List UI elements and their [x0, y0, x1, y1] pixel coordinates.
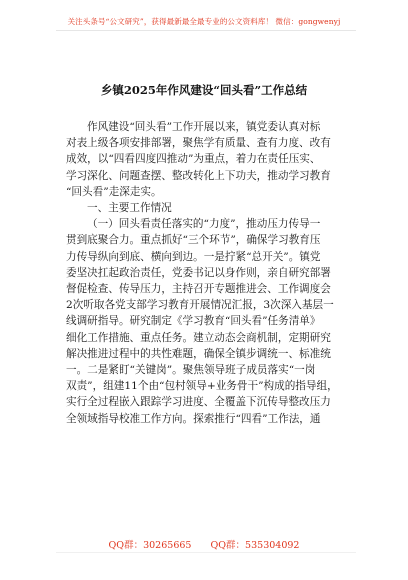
body-line: 贯到底聚合力。重点抓好“三个环节”，确保学习教育压 [66, 234, 321, 247]
body-line: 一、主要工作情况 [87, 202, 172, 215]
body-line: 委坚决扛起政治责任，党委书记以身作则，亲自研究部署 [66, 266, 331, 279]
body-line: 解决推进过程中的共性难题，确保全镇步调统一、标准统 [66, 347, 331, 360]
body-line: 作风建设“回头看”工作开展以来，镇党委认真对标 [87, 121, 321, 133]
body-line: 一。二是紧盯“关键岗”。聚焦领导班子成员落实“一岗 [66, 364, 316, 377]
body-line: 实行全过程嵌入跟踪学习进度、全覆盖下沉传导整改压力 [66, 396, 331, 409]
body-line: 学习深化、问题查摆、整改转化上下功夫，推动学习教育 [66, 169, 331, 182]
footer-qq-group-2: QQ群：535304092 [210, 540, 300, 551]
body-line: （一）回头看责任落实的“力度”，推动压力传导一 [87, 218, 321, 231]
document-body [66, 119, 354, 427]
header-banner: 关注头条号“公文研究”，获得最新最全最专业的公文资料库！ 微信：gongwenyj [67, 17, 341, 26]
body-line: 2次听取各党支部学习教育开展情况汇报，3次深入基层一 [66, 299, 334, 312]
header-divider [56, 30, 356, 31]
body-line: “回头看”走深走实。 [66, 185, 162, 198]
body-line: 线调研指导。研究制定《学习教育“回头看”任务清单》 [66, 315, 321, 328]
body-line: 力传导纵向到底、横向到边。一是拧紧“总开关”。镇党 [66, 250, 321, 263]
body-line: 对表上级各项安排部署，聚焦学有质量、查有力度、改有 [66, 137, 331, 150]
document-title: 乡镇2025年作风建设“回头看”工作总结 [100, 83, 308, 97]
footer-divider [56, 552, 356, 553]
body-line: 成效，以“四看四度四推动”为重点，着力在责任压实、 [66, 153, 321, 166]
body-line: 细化工作措施、重点任务。建立动态会商机制，定期研究 [66, 331, 331, 344]
body-line: 督促检查、传导压力，主持召开专题推进会、工作调度会 [66, 283, 331, 296]
footer-contacts [0, 537, 408, 551]
footer-qq-group-1: QQ群：30265665 [108, 540, 192, 551]
body-line: 全领域指导校准工作方向。探索推行“四看”工作法，通 [66, 412, 321, 425]
body-line: 双责”，组建11个由“包村领导+业务骨干”构成的指导组， [66, 380, 338, 393]
